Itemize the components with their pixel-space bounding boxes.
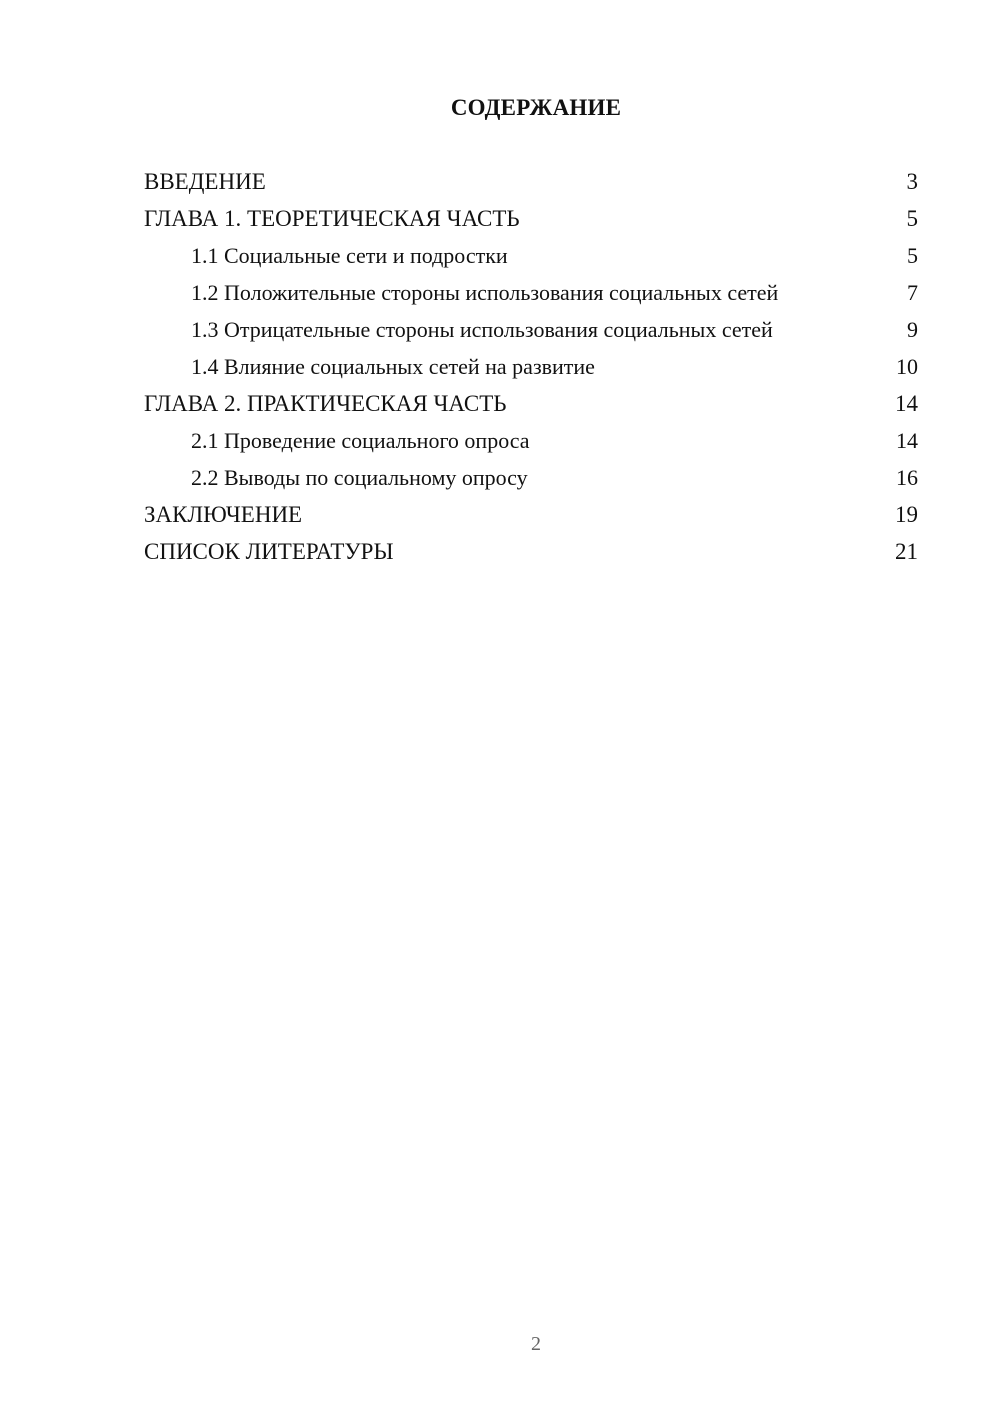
- toc-entry[interactable]: [144, 317, 918, 343]
- toc-entry-label: ЗАКЛЮЧЕНИЕ: [144, 502, 303, 527]
- toc-entry-page: 3: [906, 169, 918, 194]
- toc-entry-page: 7: [907, 280, 918, 305]
- toc-entry[interactable]: [144, 428, 918, 454]
- toc-entry-label: 1.3 Отрицательные стороны использования социальных сетей: [191, 317, 773, 342]
- toc-entry-page: 21: [895, 539, 918, 564]
- toc-entry-label: 1.2 Положительные стороны использования социальных сетей: [191, 280, 779, 305]
- toc-entry-page: 16: [896, 465, 918, 490]
- toc-entry-label: 1.1 Социальные сети и подростки: [191, 243, 508, 268]
- toc-entry-label: 2.1 Проведение социального опроса: [191, 428, 530, 453]
- toc-entry-label: ВВЕДЕНИЕ: [144, 169, 266, 194]
- toc-entry-page: 14: [895, 391, 918, 416]
- toc-entry-label: СПИСОК ЛИТЕРАТУРЫ: [144, 539, 394, 564]
- toc-entry[interactable]: [144, 169, 918, 195]
- toc-entry-page: 9: [907, 317, 918, 342]
- toc-list: [144, 169, 918, 576]
- toc-entry[interactable]: [144, 243, 918, 269]
- toc-entry-page: 5: [906, 206, 918, 231]
- toc-entry-label: ГЛАВА 1. ТЕОРЕТИЧЕСКАЯ ЧАСТЬ: [144, 206, 520, 231]
- toc-entry-page: 5: [907, 243, 918, 268]
- toc-entry-page: 14: [896, 428, 918, 453]
- toc-entry-page: 19: [895, 502, 918, 527]
- toc-entry[interactable]: [144, 539, 918, 565]
- toc-entry[interactable]: [144, 206, 918, 232]
- toc-entry[interactable]: [144, 502, 918, 528]
- page-number: 2: [531, 1333, 541, 1355]
- toc-entry-label: 2.2 Выводы по социальному опросу: [191, 465, 528, 490]
- toc-entry[interactable]: [144, 391, 918, 417]
- toc-entry[interactable]: [144, 280, 918, 306]
- toc-entry-page: 10: [896, 354, 918, 379]
- toc-entry-label: 1.4 Влияние социальных сетей на развитие: [191, 354, 595, 379]
- toc-entry[interactable]: [144, 354, 918, 380]
- toc-title: СОДЕРЖАНИЕ: [450, 95, 622, 120]
- toc-entry-label: ГЛАВА 2. ПРАКТИЧЕСКАЯ ЧАСТЬ: [144, 391, 507, 416]
- toc-entry[interactable]: [144, 465, 918, 491]
